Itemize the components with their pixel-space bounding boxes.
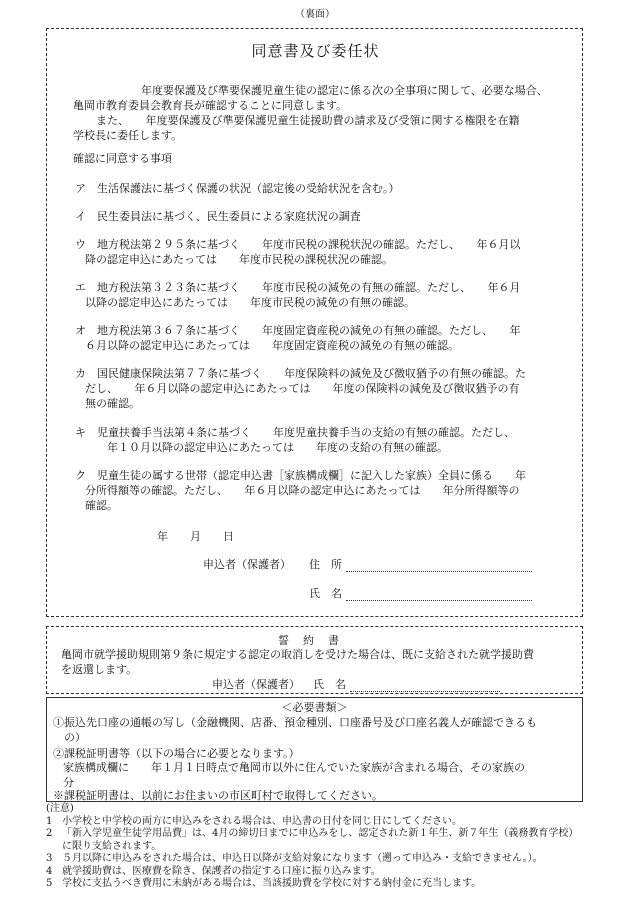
item-line: ６月以降の認定申込にあたっては 年度固定資産税の減免の有無の確認。 — [85, 339, 459, 352]
consent-item-u — [75, 237, 567, 267]
oath-line: 亀岡市就学援助規則第９条に規定する認定の取消しを受けた場合は、既に支給された就学援助費 — [61, 648, 534, 661]
note-number: 2 — [46, 828, 53, 839]
note-number: 4 — [46, 865, 53, 877]
oath-text — [61, 647, 576, 677]
intro-line: 亀岡市教育委員会教育長が確認することに同意します。 — [73, 99, 348, 112]
page-side-label: （裏面） — [295, 9, 335, 20]
consent-title: 同意書及び委任状 — [251, 42, 380, 60]
address-input-line[interactable] — [346, 558, 532, 572]
consent-item-i: イ 民生委員法に基づく、民生委員による家庭状況の調査 — [75, 210, 361, 223]
item-line: カ 国民健康保険法第７７条に基づく 年度保険料の減免及び徴収猶予の有無の確認。た — [75, 367, 526, 380]
item-line: 以降の認定申込にあたっては 年度市民税の減免の有無の確認。 — [85, 296, 415, 309]
date-line: 年 月 日 — [157, 530, 234, 543]
oath-applicant-label: 申込者（保護者） — [212, 678, 300, 691]
consent-item-ka — [75, 366, 567, 411]
note-text: 小学校と中学校の両方に申込みをされる場合は、申込書の日付を同じ日にしてください。 — [62, 815, 462, 827]
oath-name-field[interactable] — [313, 677, 513, 692]
item-line: だし、 年６月以降の認定申込にあたっては 年度の保険料の減免及び徴収猶予の有 — [85, 382, 520, 395]
consent-item-e — [75, 280, 567, 310]
required-documents-section — [46, 697, 583, 802]
name-label: 氏 名 — [309, 587, 342, 600]
address-field[interactable] — [309, 557, 541, 572]
item-line: キ 児童扶養手当法第４条に基づく 年度児童扶養手当の支給の有無の確認。ただし、 — [75, 426, 515, 439]
doc-item-2-detail — [63, 760, 578, 790]
note-item — [46, 853, 586, 866]
oath-title: 誓約書 — [278, 634, 353, 647]
note-text: 就学援助費は、医療費を除き、保護者の指定する口座に振り込みます。 — [62, 865, 381, 877]
consent-section — [46, 28, 583, 617]
doc-item-1 — [53, 715, 578, 745]
item-line: 確認。 — [85, 499, 118, 512]
applicant-label: 申込者（保護者） — [203, 558, 291, 571]
item-line: 無の確認。 — [85, 397, 140, 410]
docs-title: ＜必要書類＞ — [281, 701, 348, 714]
note-text: ５月以降に申込みをされた場合は、申込日以降が支給対象になります（遡って申込み・支給できません。）。 — [62, 853, 543, 864]
intro-line: 学校長に委任します。 — [73, 129, 183, 142]
intro-line: また、 年度要保護及び準要保護児童生徒援助費の請求及び受領に関する権限を在籍 — [85, 114, 520, 127]
doc-item-2: ②課税証明書等（以下の場合に必要となります。） — [53, 747, 300, 760]
doc-line: 家族構成欄に 年１月１日時点で亀岡市以外に住んでいた家族が含まれる場合、その家族の — [63, 761, 525, 774]
item-line: 年１０月以降の認定申込にあたっては 年度の支給の有無の確認。 — [85, 441, 448, 454]
item-line: オ 地方税法第３６７条に基づく 年度固定資産税の減免の有無の確認。ただし、 年 — [75, 324, 521, 337]
name-field[interactable] — [309, 586, 541, 601]
oath-section — [46, 626, 583, 694]
doc-line: の） — [64, 731, 86, 744]
oath-name-input-line[interactable] — [350, 678, 500, 692]
item-line: 分所得額等の確認。ただし、 年６月以降の認定申込にあたっては 年分所得額等の — [85, 484, 520, 497]
consent-item-ki — [75, 425, 567, 455]
notes-section — [46, 803, 586, 891]
doc-line: ①振込先口座の通帳の写し（金融機関、店番、預金種別、口座番号及び口座名義人が確認できるも — [53, 716, 537, 729]
address-label: 住 所 — [309, 558, 342, 571]
note-item — [46, 866, 586, 879]
doc-line: 分 — [63, 776, 74, 789]
name-input-line[interactable] — [346, 587, 532, 601]
item-line: 降の認定申込にあたっては 年度市民税の課税状況の確認。 — [85, 253, 393, 266]
notes-heading: (注意) — [46, 803, 74, 814]
note-number: 5 — [46, 878, 53, 889]
note-item — [46, 828, 586, 853]
consent-intro — [73, 83, 563, 143]
note-number: 1 — [46, 815, 53, 827]
item-line: エ 地方税法第３２３条に基づく 年度市民税の減免の有無の確認。ただし、 年６月 — [75, 281, 521, 294]
items-heading: 確認に同意する事項 — [73, 152, 172, 165]
docs-note: ※課税証明書は、以前にお住まいの市区町村で取得してください。 — [53, 789, 383, 802]
consent-item-a: ア 生活保護法に基づく保護の状況（認定後の受給状況を含む。） — [75, 182, 400, 195]
oath-line: を返還します。 — [61, 663, 138, 676]
consent-item-ku — [75, 468, 567, 513]
oath-name-label: 氏 名 — [313, 678, 346, 691]
note-text: 学校に支払うべき費用に未納がある場合は、当該援助費を学校に対する納付金に充当します。 — [62, 878, 482, 889]
note-number: 3 — [46, 853, 53, 864]
intro-line: 年度要保護及び準要保護児童生徒の認定に係る次の全事項に関して、必要な場合、 — [119, 84, 548, 97]
note-item — [46, 878, 586, 891]
consent-item-o — [75, 323, 567, 353]
note-text: 「新入学児童生徒学用品費」は、4月の締切日までに申込みをし、認定された新１年生、新７年生（義務教育学校）に限り支給されます。 — [62, 828, 579, 852]
item-line: ク 児童生徒の属する世帯（認定申込書［家族構成欄］に記入した家族）全員に係る 年 — [75, 469, 526, 482]
item-line: ウ 地方税法第２９５条に基づく 年度市民税の課税状況の確認。ただし、 年６月以 — [75, 238, 521, 251]
note-item — [46, 816, 586, 829]
